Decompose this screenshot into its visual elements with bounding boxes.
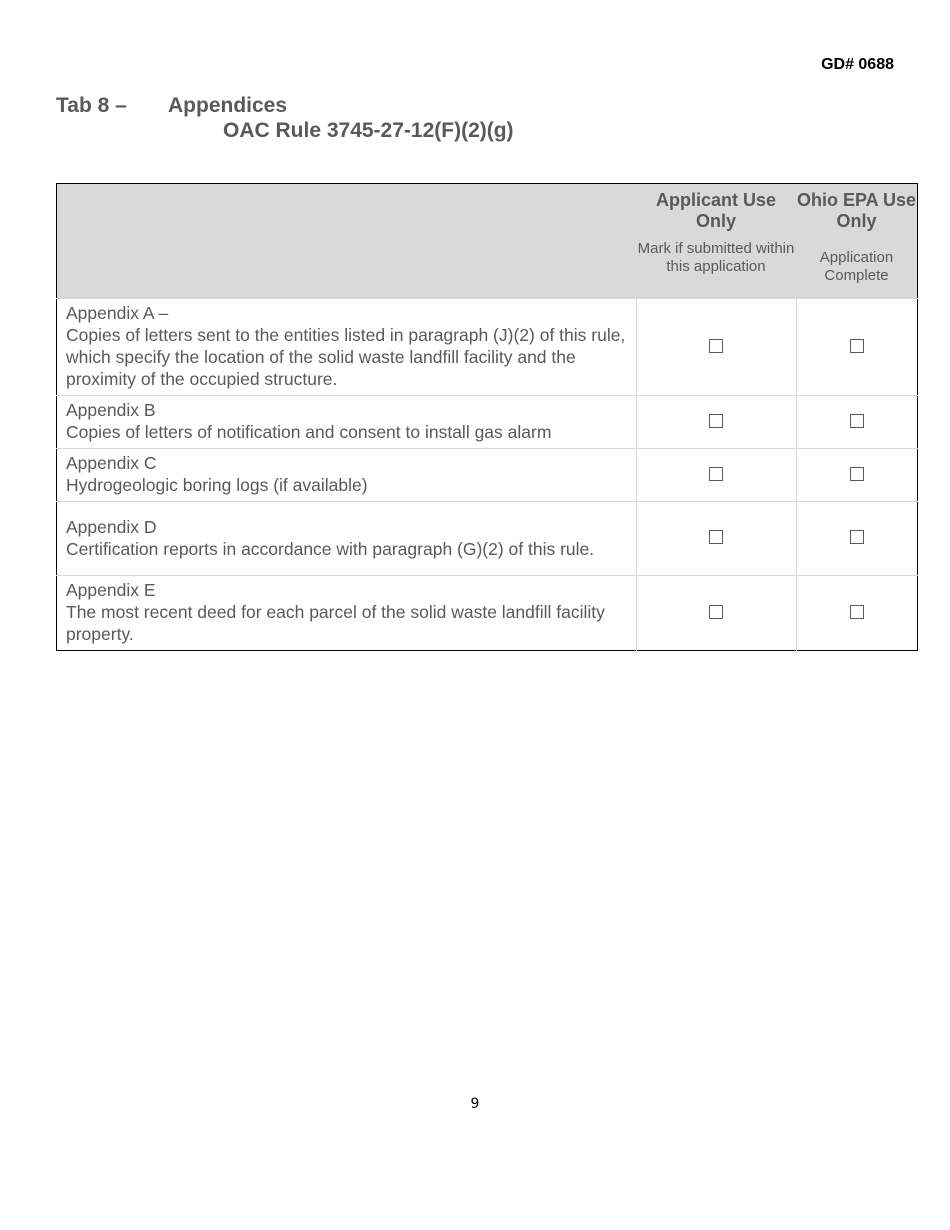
document-id: GD# 0688 [821, 56, 894, 73]
applicant-checkbox[interactable] [709, 530, 723, 544]
appendix-item-cell [57, 576, 637, 651]
appendix-item-cell [57, 449, 637, 502]
applicant-checkbox-cell [636, 449, 796, 502]
appendix-title: Appendix B [66, 400, 156, 420]
appendix-title: Appendix D [66, 516, 157, 537]
appendix-description: Copies of letters of notification and consent to install gas alarm [66, 422, 552, 442]
appendix-description: Hydrogeologic boring logs (if available) [66, 475, 368, 495]
epa-checkbox-cell [796, 299, 918, 396]
applicant-checkbox[interactable] [709, 605, 723, 619]
epa-checkbox[interactable] [850, 605, 864, 619]
appendix-item-cell [57, 299, 637, 396]
table-header-row [57, 184, 918, 299]
appendix-description: The most recent deed for each parcel of the solid waste landfill facility property. [66, 602, 605, 644]
applicant-checkbox[interactable] [709, 467, 723, 481]
appendix-item-cell [57, 502, 637, 576]
epa-column-subtitle: Application Complete [819, 249, 894, 284]
tab-title: Appendices [168, 94, 288, 117]
appendix-title: Appendix E [66, 580, 156, 600]
epa-checkbox[interactable] [850, 339, 864, 353]
appendix-item-cell [57, 396, 637, 449]
applicant-checkbox[interactable] [709, 414, 723, 428]
applicant-column-subtitle: Mark if submitted within this application [637, 240, 795, 275]
appendix-title: Appendix A – [66, 303, 169, 323]
header-blank-cell [57, 184, 637, 299]
table-row [57, 502, 918, 576]
epa-checkbox[interactable] [850, 530, 864, 544]
epa-checkbox-cell [796, 502, 918, 576]
appendix-description: Certification reports in accordance with paragraph (G)(2) of this rule. [66, 538, 595, 559]
tab-heading [56, 94, 287, 118]
tab-label: Tab 8 – [56, 94, 127, 117]
epa-checkbox[interactable] [850, 467, 864, 481]
page-number: 9 [470, 1096, 480, 1112]
epa-column-title: Ohio EPA Use Only [796, 190, 917, 231]
applicant-checkbox-cell [636, 502, 796, 576]
table-row [57, 299, 918, 396]
applicant-checkbox-cell [636, 396, 796, 449]
table-row [57, 449, 918, 502]
epa-checkbox-cell [796, 576, 918, 651]
applicant-column-header [636, 184, 796, 299]
appendix-title: Appendix C [66, 453, 157, 473]
applicant-checkbox-cell [636, 299, 796, 396]
epa-checkbox-cell [796, 449, 918, 502]
appendix-description: Copies of letters sent to the entities listed in paragraph (J)(2) of this rule, which specify the location of the solid waste landfill facility and the proximity of the occupied structure. [66, 325, 626, 389]
applicant-column-title: Applicant Use Only [655, 190, 777, 231]
epa-column-header [796, 184, 918, 299]
applicant-checkbox-cell [636, 576, 796, 651]
applicant-checkbox[interactable] [709, 339, 723, 353]
table-row [57, 396, 918, 449]
epa-checkbox-cell [796, 396, 918, 449]
appendix-checklist-table [56, 183, 918, 651]
table-row [57, 576, 918, 651]
rule-heading: OAC Rule 3745-27-12(F)(2)(g) [223, 119, 514, 142]
epa-checkbox[interactable] [850, 414, 864, 428]
